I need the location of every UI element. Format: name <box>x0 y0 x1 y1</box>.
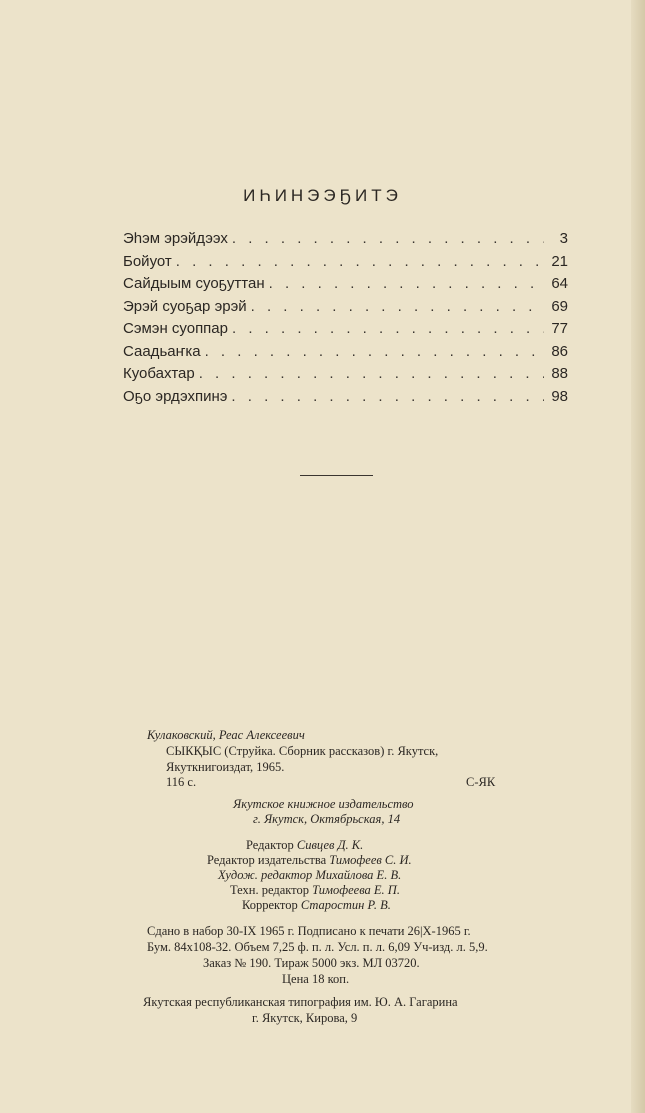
section-divider <box>300 475 373 476</box>
credit-role: Редактор <box>246 838 294 852</box>
contents-title: ИҺИНЭЭҔИТЭ <box>243 186 402 205</box>
printer-name: Якутская республиканская типография им. Ю. А. Гагарина <box>143 995 458 1009</box>
credit-line <box>230 883 400 898</box>
credit-role: Худож. редактор <box>218 868 313 882</box>
toc-entry-title: Бойуот <box>123 252 172 270</box>
credit-role: Редактор издательства <box>207 853 327 867</box>
price-line: Цена 18 коп. <box>282 972 350 986</box>
toc-leader-dots <box>199 363 544 386</box>
table-of-contents <box>123 228 568 408</box>
book-title-line: СЫКҚЫС (Струйка. Сборник рассказов) г. Якутск, <box>166 744 439 758</box>
publisher-year: Якуткнигоиздат, 1965. <box>166 760 285 774</box>
toc-entry <box>123 296 568 319</box>
printer-address: г. Якутск, Кирова, 9 <box>252 1011 358 1025</box>
toc-entry <box>123 273 568 296</box>
toc-entry-title: Саадьаҥка <box>123 342 201 360</box>
toc-entry <box>123 386 568 409</box>
credit-line <box>242 898 391 913</box>
toc-entry <box>123 363 568 386</box>
toc-entry-page: 88 <box>551 365 568 382</box>
toc-entry-title: Эһэм эрэйдээх <box>123 230 228 247</box>
toc-entry-page: 21 <box>551 252 568 270</box>
print-info-line: Сдано в набор 30-IX 1965 г. Подписано к печати 26|X-1965 г. <box>147 924 471 938</box>
toc-entry-title: Эрэй суоҕар эрэй <box>123 297 247 315</box>
toc-entry-page: 69 <box>551 297 568 315</box>
print-info-line: Бум. 84x108-32. Объем 7,25 ф. п. л. Усл. п. л. 6,09 Уч-изд. л. 5,9. <box>147 940 488 954</box>
publisher-address: г. Якутск, Октябрьская, 14 <box>253 812 401 826</box>
toc-entry <box>123 341 568 364</box>
author-line: Кулаковский, Реас Алексеевич <box>147 728 305 742</box>
toc-entry-page: 3 <box>559 230 568 247</box>
credit-name: Тимофеева Е. П. <box>312 883 400 897</box>
toc-entry <box>123 318 568 341</box>
catalog-code: С-ЯК <box>466 775 496 789</box>
toc-leader-dots <box>269 273 544 296</box>
toc-entry-page: 98 <box>551 387 568 405</box>
publisher-name: Якутское книжное издательство <box>233 797 414 811</box>
toc-entry-title: Оҕо эрдэхпинэ <box>123 387 228 405</box>
toc-entry-page: 77 <box>551 320 568 337</box>
credit-line <box>246 838 363 853</box>
toc-leader-dots <box>232 318 544 341</box>
credit-line <box>218 868 401 883</box>
toc-entry-title: Сэмэн суоппар <box>123 320 228 337</box>
print-info-line: Заказ № 190. Тираж 5000 экз. МЛ 03720. <box>203 956 420 970</box>
toc-entry-page: 64 <box>551 275 568 292</box>
credit-name: Тимофеев С. И. <box>329 853 412 867</box>
toc-leader-dots <box>176 251 544 274</box>
toc-entry <box>123 251 568 274</box>
toc-entry-title: Куобахтар <box>123 365 195 382</box>
toc-entry <box>123 228 568 251</box>
credit-role: Техн. редактор <box>230 883 309 897</box>
credit-name: Сивцев Д. К. <box>296 838 364 852</box>
credit-role: Корректор <box>242 898 298 912</box>
toc-entry-page: 86 <box>551 342 568 360</box>
page-edge <box>631 0 645 1113</box>
credit-name: Старостин Р. В. <box>300 898 391 912</box>
credit-name: Михайлова Е. В. <box>315 868 402 882</box>
credit-line <box>207 853 412 868</box>
page-count: 116 с. <box>166 775 197 789</box>
toc-leader-dots <box>231 386 544 409</box>
toc-entry-title: Сайдыым суоҕуттан <box>123 275 265 292</box>
toc-leader-dots <box>251 296 544 319</box>
toc-leader-dots <box>205 341 544 364</box>
toc-leader-dots <box>232 228 544 251</box>
